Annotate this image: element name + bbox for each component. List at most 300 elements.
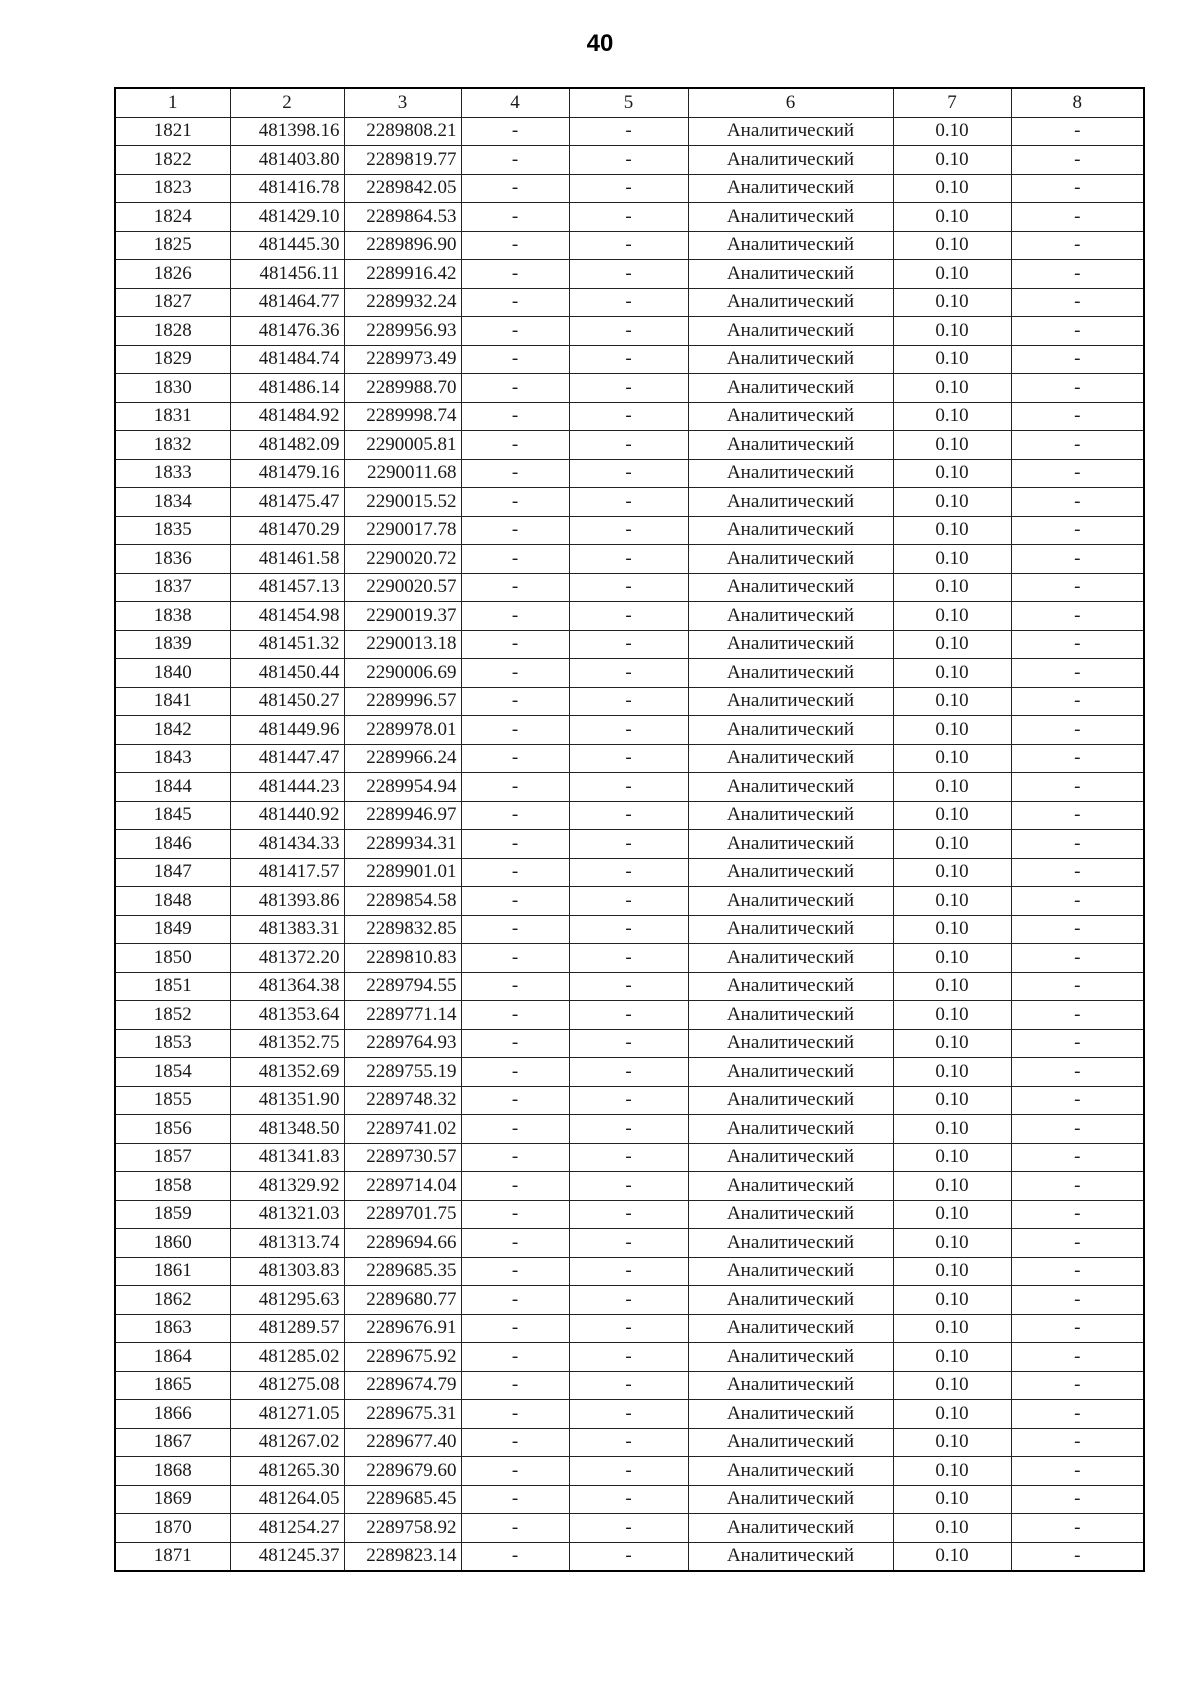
- y-coordinate-cell: 2289758.92: [344, 1514, 461, 1543]
- col8-cell: -: [1011, 972, 1144, 1001]
- accuracy-cell: 0.10: [893, 231, 1011, 260]
- col8-cell: -: [1011, 1200, 1144, 1229]
- accuracy-cell: 0.10: [893, 374, 1011, 403]
- col8-cell: -: [1011, 1143, 1144, 1172]
- method-cell: Аналитический: [688, 117, 893, 146]
- col8-cell: -: [1011, 1257, 1144, 1286]
- method-cell: Аналитический: [688, 260, 893, 289]
- accuracy-cell: 0.10: [893, 1058, 1011, 1087]
- point-number-cell: 1832: [115, 431, 230, 460]
- col8-cell: -: [1011, 1001, 1144, 1030]
- table-row: [115, 972, 1144, 1001]
- point-number-cell: 1831: [115, 402, 230, 431]
- accuracy-cell: 0.10: [893, 1314, 1011, 1343]
- y-coordinate-cell: 2289694.66: [344, 1229, 461, 1258]
- col8-cell: -: [1011, 488, 1144, 517]
- table-row: [115, 402, 1144, 431]
- col5-cell: -: [569, 944, 688, 973]
- accuracy-cell: 0.10: [893, 1029, 1011, 1058]
- point-number-cell: 1853: [115, 1029, 230, 1058]
- x-coordinate-cell: 481475.47: [230, 488, 344, 517]
- x-coordinate-cell: 481352.75: [230, 1029, 344, 1058]
- col4-cell: -: [461, 431, 569, 460]
- point-number-cell: 1829: [115, 345, 230, 374]
- method-cell: Аналитический: [688, 1314, 893, 1343]
- x-coordinate-cell: 481454.98: [230, 602, 344, 631]
- y-coordinate-cell: 2289808.21: [344, 117, 461, 146]
- col4-cell: -: [461, 1542, 569, 1571]
- y-coordinate-cell: 2290013.18: [344, 630, 461, 659]
- point-number-cell: 1870: [115, 1514, 230, 1543]
- y-coordinate-cell: 2289741.02: [344, 1115, 461, 1144]
- accuracy-cell: 0.10: [893, 573, 1011, 602]
- col8-cell: -: [1011, 402, 1144, 431]
- accuracy-cell: 0.10: [893, 1172, 1011, 1201]
- y-coordinate-cell: 2289676.91: [344, 1314, 461, 1343]
- method-cell: Аналитический: [688, 374, 893, 403]
- x-coordinate-cell: 481484.74: [230, 345, 344, 374]
- method-cell: Аналитический: [688, 1286, 893, 1315]
- col5-cell: -: [569, 1029, 688, 1058]
- method-cell: Аналитический: [688, 1029, 893, 1058]
- accuracy-cell: 0.10: [893, 830, 1011, 859]
- table-row: [115, 545, 1144, 574]
- point-number-cell: 1823: [115, 174, 230, 203]
- col4-cell: -: [461, 630, 569, 659]
- y-coordinate-cell: 2289685.45: [344, 1485, 461, 1514]
- y-coordinate-cell: 2289932.24: [344, 288, 461, 317]
- table-row: [115, 1542, 1144, 1571]
- x-coordinate-cell: 481303.83: [230, 1257, 344, 1286]
- x-coordinate-cell: 481267.02: [230, 1428, 344, 1457]
- accuracy-cell: 0.10: [893, 687, 1011, 716]
- method-cell: Аналитический: [688, 944, 893, 973]
- col4-cell: -: [461, 972, 569, 1001]
- x-coordinate-cell: 481479.16: [230, 459, 344, 488]
- table-row: [115, 1200, 1144, 1229]
- col5-cell: -: [569, 345, 688, 374]
- col5-cell: -: [569, 659, 688, 688]
- y-coordinate-cell: 2289685.35: [344, 1257, 461, 1286]
- col5-cell: -: [569, 459, 688, 488]
- accuracy-cell: 0.10: [893, 1001, 1011, 1030]
- col4-cell: -: [461, 317, 569, 346]
- point-number-cell: 1840: [115, 659, 230, 688]
- y-coordinate-cell: 2289996.57: [344, 687, 461, 716]
- y-coordinate-cell: 2289956.93: [344, 317, 461, 346]
- accuracy-cell: 0.10: [893, 1229, 1011, 1258]
- x-coordinate-cell: 481398.16: [230, 117, 344, 146]
- point-number-cell: 1855: [115, 1086, 230, 1115]
- table-row: [115, 858, 1144, 887]
- y-coordinate-cell: 2290019.37: [344, 602, 461, 631]
- x-coordinate-cell: 481265.30: [230, 1457, 344, 1486]
- table-row: [115, 345, 1144, 374]
- method-cell: Аналитический: [688, 1400, 893, 1429]
- point-number-cell: 1863: [115, 1314, 230, 1343]
- col5-cell: -: [569, 431, 688, 460]
- column-header: 5: [569, 88, 688, 117]
- table-row: [115, 744, 1144, 773]
- col8-cell: -: [1011, 716, 1144, 745]
- method-cell: Аналитический: [688, 545, 893, 574]
- x-coordinate-cell: 481285.02: [230, 1343, 344, 1372]
- y-coordinate-cell: 2289714.04: [344, 1172, 461, 1201]
- col5-cell: -: [569, 1485, 688, 1514]
- col4-cell: -: [461, 1200, 569, 1229]
- col8-cell: -: [1011, 1514, 1144, 1543]
- col5-cell: -: [569, 801, 688, 830]
- table-row: [115, 1371, 1144, 1400]
- method-cell: Аналитический: [688, 402, 893, 431]
- table-row: [115, 1257, 1144, 1286]
- y-coordinate-cell: 2289819.77: [344, 146, 461, 175]
- column-header: 7: [893, 88, 1011, 117]
- col5-cell: -: [569, 716, 688, 745]
- table-row: [115, 1485, 1144, 1514]
- col8-cell: -: [1011, 744, 1144, 773]
- y-coordinate-cell: 2289854.58: [344, 887, 461, 916]
- x-coordinate-cell: 481321.03: [230, 1200, 344, 1229]
- accuracy-cell: 0.10: [893, 602, 1011, 631]
- col4-cell: -: [461, 288, 569, 317]
- col5-cell: -: [569, 1115, 688, 1144]
- method-cell: Аналитический: [688, 915, 893, 944]
- col8-cell: -: [1011, 801, 1144, 830]
- col8-cell: -: [1011, 1428, 1144, 1457]
- accuracy-cell: 0.10: [893, 174, 1011, 203]
- accuracy-cell: 0.10: [893, 972, 1011, 1001]
- col8-cell: -: [1011, 1029, 1144, 1058]
- page-number: 40: [586, 30, 614, 57]
- col8-cell: -: [1011, 1457, 1144, 1486]
- x-coordinate-cell: 481434.33: [230, 830, 344, 859]
- table-row: [115, 459, 1144, 488]
- accuracy-cell: 0.10: [893, 317, 1011, 346]
- accuracy-cell: 0.10: [893, 1257, 1011, 1286]
- col5-cell: -: [569, 1172, 688, 1201]
- col5-cell: -: [569, 231, 688, 260]
- x-coordinate-cell: 481341.83: [230, 1143, 344, 1172]
- table-row: [115, 1115, 1144, 1144]
- table-row: [115, 944, 1144, 973]
- col5-cell: -: [569, 1400, 688, 1429]
- method-cell: Аналитический: [688, 1200, 893, 1229]
- col5-cell: -: [569, 260, 688, 289]
- x-coordinate-cell: 481484.92: [230, 402, 344, 431]
- col8-cell: -: [1011, 887, 1144, 916]
- col4-cell: -: [461, 1314, 569, 1343]
- y-coordinate-cell: 2289675.31: [344, 1400, 461, 1429]
- table-row: [115, 431, 1144, 460]
- table-row: [115, 231, 1144, 260]
- point-number-cell: 1862: [115, 1286, 230, 1315]
- method-cell: Аналитический: [688, 602, 893, 631]
- accuracy-cell: 0.10: [893, 1514, 1011, 1543]
- col5-cell: -: [569, 402, 688, 431]
- col8-cell: -: [1011, 1229, 1144, 1258]
- table-row: [115, 915, 1144, 944]
- method-cell: Аналитический: [688, 1143, 893, 1172]
- y-coordinate-cell: 2289832.85: [344, 915, 461, 944]
- col4-cell: -: [461, 1086, 569, 1115]
- x-coordinate-cell: 481351.90: [230, 1086, 344, 1115]
- y-coordinate-cell: 2289794.55: [344, 972, 461, 1001]
- point-number-cell: 1850: [115, 944, 230, 973]
- col5-cell: -: [569, 1371, 688, 1400]
- x-coordinate-cell: 481289.57: [230, 1314, 344, 1343]
- col4-cell: -: [461, 1343, 569, 1372]
- y-coordinate-cell: 2289823.14: [344, 1542, 461, 1571]
- col4-cell: -: [461, 459, 569, 488]
- column-header: 1: [115, 88, 230, 117]
- method-cell: Аналитический: [688, 887, 893, 916]
- method-cell: Аналитический: [688, 146, 893, 175]
- x-coordinate-cell: 481451.32: [230, 630, 344, 659]
- point-number-cell: 1847: [115, 858, 230, 887]
- accuracy-cell: 0.10: [893, 402, 1011, 431]
- method-cell: Аналитический: [688, 1542, 893, 1571]
- col5-cell: -: [569, 1343, 688, 1372]
- table-row: [115, 1229, 1144, 1258]
- col8-cell: -: [1011, 687, 1144, 716]
- col4-cell: -: [461, 1485, 569, 1514]
- point-number-cell: 1866: [115, 1400, 230, 1429]
- x-coordinate-cell: 481245.37: [230, 1542, 344, 1571]
- x-coordinate-cell: 481450.27: [230, 687, 344, 716]
- col4-cell: -: [461, 1286, 569, 1315]
- column-header: 3: [344, 88, 461, 117]
- table-row: [115, 374, 1144, 403]
- y-coordinate-cell: 2289896.90: [344, 231, 461, 260]
- method-cell: Аналитический: [688, 345, 893, 374]
- col5-cell: -: [569, 858, 688, 887]
- x-coordinate-cell: 481295.63: [230, 1286, 344, 1315]
- method-cell: Аналитический: [688, 1172, 893, 1201]
- y-coordinate-cell: 2290011.68: [344, 459, 461, 488]
- x-coordinate-cell: 481364.38: [230, 972, 344, 1001]
- col8-cell: -: [1011, 915, 1144, 944]
- point-number-cell: 1841: [115, 687, 230, 716]
- accuracy-cell: 0.10: [893, 488, 1011, 517]
- col4-cell: -: [461, 516, 569, 545]
- col8-cell: -: [1011, 374, 1144, 403]
- table-row: [115, 573, 1144, 602]
- y-coordinate-cell: 2289810.83: [344, 944, 461, 973]
- point-number-cell: 1857: [115, 1143, 230, 1172]
- point-number-cell: 1858: [115, 1172, 230, 1201]
- point-number-cell: 1837: [115, 573, 230, 602]
- col8-cell: -: [1011, 146, 1144, 175]
- accuracy-cell: 0.10: [893, 288, 1011, 317]
- point-number-cell: 1867: [115, 1428, 230, 1457]
- col8-cell: -: [1011, 1371, 1144, 1400]
- method-cell: Аналитический: [688, 1001, 893, 1030]
- method-cell: Аналитический: [688, 1343, 893, 1372]
- col4-cell: -: [461, 1428, 569, 1457]
- col4-cell: -: [461, 887, 569, 916]
- col5-cell: -: [569, 1314, 688, 1343]
- method-cell: Аналитический: [688, 317, 893, 346]
- point-number-cell: 1836: [115, 545, 230, 574]
- col4-cell: -: [461, 1058, 569, 1087]
- method-cell: Аналитический: [688, 1086, 893, 1115]
- y-coordinate-cell: 2290020.72: [344, 545, 461, 574]
- x-coordinate-cell: 481450.44: [230, 659, 344, 688]
- col4-cell: -: [461, 1257, 569, 1286]
- col8-cell: -: [1011, 317, 1144, 346]
- col4-cell: -: [461, 1115, 569, 1144]
- y-coordinate-cell: 2290020.57: [344, 573, 461, 602]
- col5-cell: -: [569, 573, 688, 602]
- accuracy-cell: 0.10: [893, 744, 1011, 773]
- y-coordinate-cell: 2289978.01: [344, 716, 461, 745]
- col8-cell: -: [1011, 1286, 1144, 1315]
- point-number-cell: 1833: [115, 459, 230, 488]
- col8-cell: -: [1011, 1115, 1144, 1144]
- col5-cell: -: [569, 830, 688, 859]
- col4-cell: -: [461, 744, 569, 773]
- col4-cell: -: [461, 488, 569, 517]
- x-coordinate-cell: 481461.58: [230, 545, 344, 574]
- point-number-cell: 1825: [115, 231, 230, 260]
- col4-cell: -: [461, 231, 569, 260]
- table-row: [115, 174, 1144, 203]
- col4-cell: -: [461, 801, 569, 830]
- method-cell: Аналитический: [688, 1115, 893, 1144]
- col5-cell: -: [569, 1257, 688, 1286]
- table-row: [115, 203, 1144, 232]
- x-coordinate-cell: 481417.57: [230, 858, 344, 887]
- col5-cell: -: [569, 1457, 688, 1486]
- method-cell: Аналитический: [688, 830, 893, 859]
- x-coordinate-cell: 481464.77: [230, 288, 344, 317]
- col5-cell: -: [569, 288, 688, 317]
- col8-cell: -: [1011, 459, 1144, 488]
- col4-cell: -: [461, 174, 569, 203]
- accuracy-cell: 0.10: [893, 1143, 1011, 1172]
- col4-cell: -: [461, 260, 569, 289]
- y-coordinate-cell: 2289966.24: [344, 744, 461, 773]
- point-number-cell: 1834: [115, 488, 230, 517]
- y-coordinate-cell: 2289998.74: [344, 402, 461, 431]
- col8-cell: -: [1011, 260, 1144, 289]
- y-coordinate-cell: 2290017.78: [344, 516, 461, 545]
- method-cell: Аналитический: [688, 459, 893, 488]
- table-row: [115, 288, 1144, 317]
- y-coordinate-cell: 2289680.77: [344, 1286, 461, 1315]
- point-number-cell: 1851: [115, 972, 230, 1001]
- table-row: [115, 801, 1144, 830]
- accuracy-cell: 0.10: [893, 146, 1011, 175]
- method-cell: Аналитический: [688, 231, 893, 260]
- table-row: [115, 830, 1144, 859]
- accuracy-cell: 0.10: [893, 1286, 1011, 1315]
- accuracy-cell: 0.10: [893, 1457, 1011, 1486]
- col5-cell: -: [569, 630, 688, 659]
- x-coordinate-cell: 481429.10: [230, 203, 344, 232]
- method-cell: Аналитический: [688, 1257, 893, 1286]
- col8-cell: -: [1011, 516, 1144, 545]
- column-header: 4: [461, 88, 569, 117]
- point-number-cell: 1864: [115, 1343, 230, 1372]
- table-row: [115, 317, 1144, 346]
- accuracy-cell: 0.10: [893, 203, 1011, 232]
- col8-cell: -: [1011, 573, 1144, 602]
- y-coordinate-cell: 2289901.01: [344, 858, 461, 887]
- point-number-cell: 1824: [115, 203, 230, 232]
- col4-cell: -: [461, 573, 569, 602]
- method-cell: Аналитический: [688, 1457, 893, 1486]
- method-cell: Аналитический: [688, 773, 893, 802]
- point-number-cell: 1868: [115, 1457, 230, 1486]
- x-coordinate-cell: 481313.74: [230, 1229, 344, 1258]
- col5-cell: -: [569, 915, 688, 944]
- col5-cell: -: [569, 1514, 688, 1543]
- accuracy-cell: 0.10: [893, 1086, 1011, 1115]
- y-coordinate-cell: 2289755.19: [344, 1058, 461, 1087]
- table-row: [115, 117, 1144, 146]
- method-cell: Аналитический: [688, 431, 893, 460]
- y-coordinate-cell: 2289675.92: [344, 1343, 461, 1372]
- coordinates-table: [114, 87, 1145, 1572]
- col5-cell: -: [569, 1143, 688, 1172]
- col4-cell: -: [461, 1229, 569, 1258]
- x-coordinate-cell: 481372.20: [230, 944, 344, 973]
- col4-cell: -: [461, 773, 569, 802]
- point-number-cell: 1849: [115, 915, 230, 944]
- col4-cell: -: [461, 1457, 569, 1486]
- point-number-cell: 1843: [115, 744, 230, 773]
- accuracy-cell: 0.10: [893, 1115, 1011, 1144]
- col8-cell: -: [1011, 858, 1144, 887]
- accuracy-cell: 0.10: [893, 1428, 1011, 1457]
- col4-cell: -: [461, 659, 569, 688]
- x-coordinate-cell: 481352.69: [230, 1058, 344, 1087]
- y-coordinate-cell: 2289973.49: [344, 345, 461, 374]
- x-coordinate-cell: 481440.92: [230, 801, 344, 830]
- table-row: [115, 1086, 1144, 1115]
- method-cell: Аналитический: [688, 174, 893, 203]
- col8-cell: -: [1011, 345, 1144, 374]
- col5-cell: -: [569, 1058, 688, 1087]
- table-row: [115, 630, 1144, 659]
- col5-cell: -: [569, 744, 688, 773]
- column-header: 6: [688, 88, 893, 117]
- method-cell: Аналитический: [688, 573, 893, 602]
- accuracy-cell: 0.10: [893, 431, 1011, 460]
- col5-cell: -: [569, 1428, 688, 1457]
- col8-cell: -: [1011, 944, 1144, 973]
- y-coordinate-cell: 2289701.75: [344, 1200, 461, 1229]
- accuracy-cell: 0.10: [893, 801, 1011, 830]
- col5-cell: -: [569, 488, 688, 517]
- point-number-cell: 1860: [115, 1229, 230, 1258]
- accuracy-cell: 0.10: [893, 858, 1011, 887]
- col8-cell: -: [1011, 1086, 1144, 1115]
- table-row: [115, 1314, 1144, 1343]
- accuracy-cell: 0.10: [893, 459, 1011, 488]
- y-coordinate-cell: 2289677.40: [344, 1428, 461, 1457]
- col8-cell: -: [1011, 431, 1144, 460]
- y-coordinate-cell: 2289946.97: [344, 801, 461, 830]
- y-coordinate-cell: 2289864.53: [344, 203, 461, 232]
- col4-cell: -: [461, 545, 569, 574]
- x-coordinate-cell: 481353.64: [230, 1001, 344, 1030]
- method-cell: Аналитический: [688, 288, 893, 317]
- x-coordinate-cell: 481383.31: [230, 915, 344, 944]
- col4-cell: -: [461, 830, 569, 859]
